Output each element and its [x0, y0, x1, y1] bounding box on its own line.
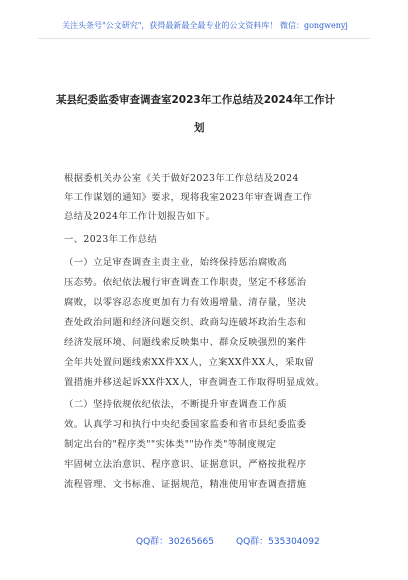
- body-line: （一）立足审查调查主责主业，始终保持惩治腐败高: [64, 257, 288, 268]
- section-heading: 一、2023年工作总结: [64, 234, 158, 245]
- body-line: （二）坚持依规依纪依法，不断提升审查调查工作质: [64, 399, 288, 410]
- header-banner: 关注头条号"公文研究"，获得最新最全最专业的公文资料库！ 微信：gongwenyj: [62, 21, 348, 30]
- body-line: 全年共处置问题线索XX件XX人，立案XX件XX人，采取留: [64, 357, 315, 368]
- body-line: 流程管理、文书标准、证据规范，精准使用审查调查措施: [64, 479, 307, 490]
- body-line: 查处政治问题和经济问题交织、政商勾连破坏政治生态和: [64, 317, 307, 328]
- header-divider: [38, 38, 370, 39]
- body-line: 牢固树立法治意识、程序意识、证据意识，严格按批程序: [64, 459, 307, 470]
- body-line: 效。认真学习和执行中央纪委国家监委和省市县纪委监委: [64, 419, 307, 430]
- body-line: 制定出台的"程序类""实体类""协作类"等制度规定: [64, 439, 277, 450]
- body-line: 年工作谋划的通知》要求，现将我室2023年审查调查工作: [64, 192, 313, 203]
- qq-group-1: QQ群：30265665: [136, 537, 214, 547]
- body-line: 经济发展环境、问题线索反映集中、群众反映强烈的案件: [64, 337, 307, 348]
- body-line: 压态势。依纪依法履行审查调查工作职责，坚定不移惩治: [64, 277, 307, 288]
- page-footer: [40, 535, 370, 549]
- body-line: 置措施并移送起诉XX件XX人，审查调查工作取得明显成效。: [64, 377, 325, 388]
- document-title: 某县纪委监委审查调查室2023年工作总结及2024年工作计: [56, 94, 335, 106]
- body-line: 腐败，以零容忍态度更加有力有效遏增量、清存量，坚决: [64, 297, 307, 308]
- body-line: 根据委机关办公室《关于做好2023年工作总结及2024: [64, 173, 299, 184]
- document-title-continued: 划: [194, 122, 205, 134]
- qq-group-2: QQ群：535304092: [236, 537, 320, 547]
- body-line: 总结及2024年工作计划报告如下。: [64, 211, 216, 222]
